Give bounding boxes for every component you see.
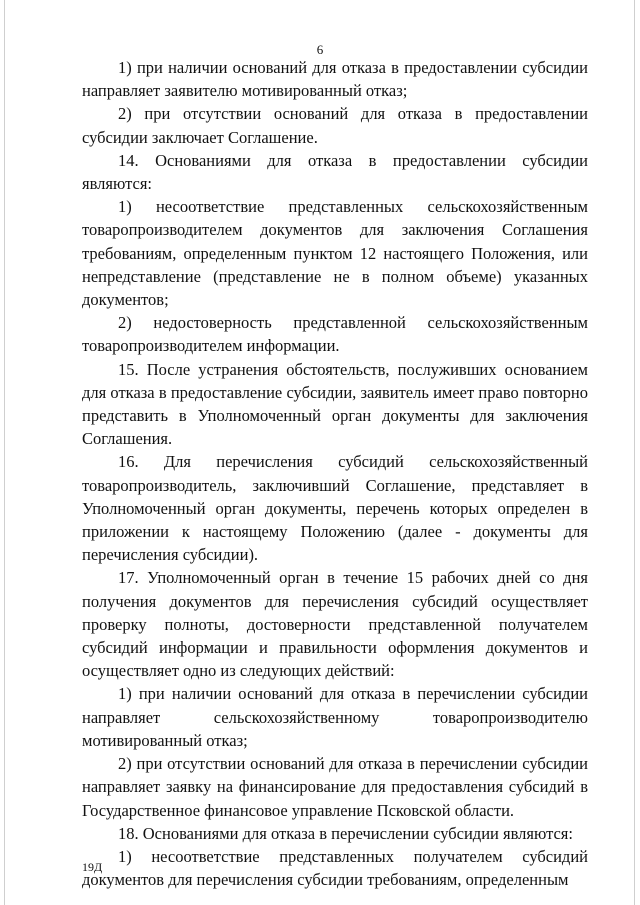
paragraph: 16. Для перечисления субсидий сельскохозяйственный товаропроизводитель, заключивший Соглашение, представляет в Уполномоченный орган документы, перечень которых определен в приложении к настоящему Положению (далее - документы для перечисления субсидии). [82, 452, 588, 565]
paragraph: 15. После устранения обстоятельств, послуживших основанием для отказа в предоставление субсидии, заявитель имеет право повторно представить в Уполномоченный орган документы для заключения Соглашения. [82, 359, 588, 449]
paragraph: 14. Основаниями для отказа в предоставлении субсидии являются: [82, 150, 588, 194]
page-number: 6 [316, 42, 324, 57]
body-text [82, 56, 588, 891]
paragraph: 2) недостоверность представленной сельскохозяйственным товаропроизводителем информации. [82, 313, 588, 356]
paragraph: 2) при отсутствии оснований для отказа в предоставлении субсидии заключает Соглашение. [82, 104, 588, 147]
scan-edge-right [634, 0, 635, 905]
footer-code: 19Д [82, 860, 103, 874]
paragraph: 1) несоответствие представленных получателем субсидий документов для перечисления субсидии требованиям, определенным [82, 846, 588, 890]
paragraph: 2) при отсутствии оснований для отказа в перечислении субсидии направляет заявку на финансирование для предоставления субсидий в Государственное финансовое управление Псковской области. [82, 754, 588, 820]
paragraph: 17. Уполномоченный орган в течение 15 рабочих дней со дня получения документов для перечисления субсидий осуществляет проверку полноты, достоверности представленной получателем субсидий информации и правильности оформления документов и осуществляет одно из следующих действий: [82, 568, 588, 681]
paragraph: 1) при наличии оснований для отказа в перечислении субсидии направляет сельскохозяйственному товаропроизводителю мотивированный отказ; [82, 684, 588, 750]
paragraph: 1) несоответствие представленных сельскохозяйственным товаропроизводителем документов для заключения Соглашения требованиям, определенным пунктом 12 настоящего Положения, или непредставление (представление не в полном объеме) указанных документов; [82, 197, 588, 310]
paragraph: 1) при наличии оснований для отказа в предоставлении субсидии направляет заявителю мотивированный отказ; [82, 58, 588, 101]
paragraph: 18. Основаниями для отказа в перечислении субсидии являются: [118, 823, 573, 843]
scan-edge-left [4, 0, 5, 905]
